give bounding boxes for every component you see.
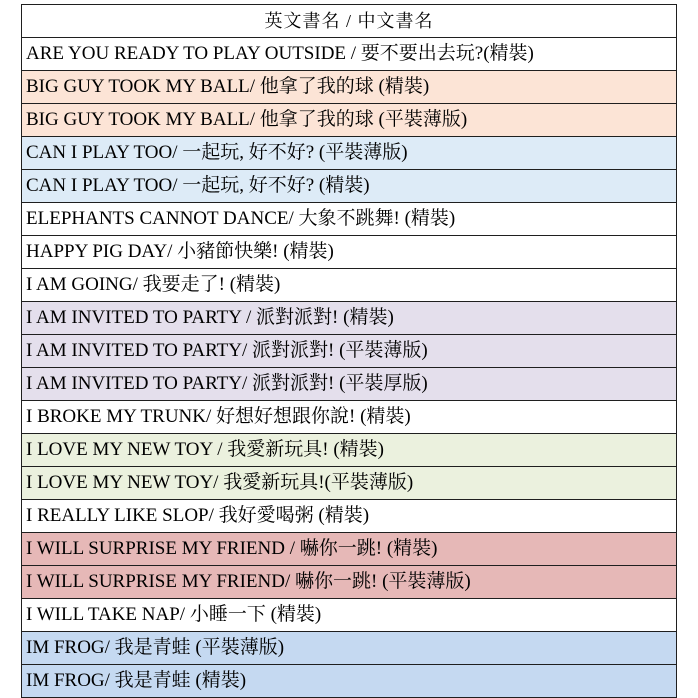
book-title-cell: I REALLY LIKE SLOP/ 我好愛喝粥 (精裝): [22, 500, 677, 533]
table-row: [22, 500, 677, 533]
book-title-cell: ARE YOU READY TO PLAY OUTSIDE / 要不要出去玩?(精裝): [22, 38, 677, 71]
header-row: [22, 5, 677, 38]
table-row: [22, 302, 677, 335]
book-title-cell: I WILL TAKE NAP/ 小睡一下 (精裝): [22, 599, 677, 632]
table-row: [22, 632, 677, 665]
table-row: [22, 401, 677, 434]
book-title-cell: I AM INVITED TO PARTY/ 派對派對! (平裝厚版): [22, 368, 677, 401]
book-list-table: [21, 4, 677, 698]
column-header: 英文書名 / 中文書名: [22, 5, 677, 38]
book-title-cell: BIG GUY TOOK MY BALL/ 他拿了我的球 (精裝): [22, 71, 677, 104]
book-list-body: [22, 5, 677, 698]
table-row: [22, 434, 677, 467]
book-title-cell: IM FROG/ 我是青蛙 (平裝薄版): [22, 632, 677, 665]
book-title-cell: I AM INVITED TO PARTY/ 派對派對! (平裝薄版): [22, 335, 677, 368]
table-row: [22, 170, 677, 203]
book-title-cell: ELEPHANTS CANNOT DANCE/ 大象不跳舞! (精裝): [22, 203, 677, 236]
table-row: [22, 533, 677, 566]
table-row: [22, 203, 677, 236]
table-row: [22, 467, 677, 500]
book-title-cell: CAN I PLAY TOO/ 一起玩, 好不好? (精裝): [22, 170, 677, 203]
book-title-cell: I WILL SURPRISE MY FRIEND/ 嚇你一跳! (平裝薄版): [22, 566, 677, 599]
book-title-cell: IM FROG/ 我是青蛙 (精裝): [22, 665, 677, 698]
table-row: [22, 566, 677, 599]
book-title-cell: I LOVE MY NEW TOY/ 我愛新玩具!(平裝薄版): [22, 467, 677, 500]
table-row: [22, 269, 677, 302]
table-row: [22, 236, 677, 269]
book-title-cell: I LOVE MY NEW TOY / 我愛新玩具! (精裝): [22, 434, 677, 467]
table-row: [22, 137, 677, 170]
book-title-cell: CAN I PLAY TOO/ 一起玩, 好不好? (平裝薄版): [22, 137, 677, 170]
book-title-cell: HAPPY PIG DAY/ 小豬節快樂! (精裝): [22, 236, 677, 269]
table-row: [22, 368, 677, 401]
book-title-cell: I WILL SURPRISE MY FRIEND / 嚇你一跳! (精裝): [22, 533, 677, 566]
table-row: [22, 38, 677, 71]
book-title-cell: I AM GOING/ 我要走了! (精裝): [22, 269, 677, 302]
book-list-table-container: [21, 4, 677, 698]
table-row: [22, 335, 677, 368]
table-row: [22, 665, 677, 698]
table-row: [22, 104, 677, 137]
book-title-cell: I BROKE MY TRUNK/ 好想好想跟你說! (精裝): [22, 401, 677, 434]
table-row: [22, 599, 677, 632]
book-title-cell: I AM INVITED TO PARTY / 派對派對! (精裝): [22, 302, 677, 335]
table-row: [22, 71, 677, 104]
book-title-cell: BIG GUY TOOK MY BALL/ 他拿了我的球 (平裝薄版): [22, 104, 677, 137]
